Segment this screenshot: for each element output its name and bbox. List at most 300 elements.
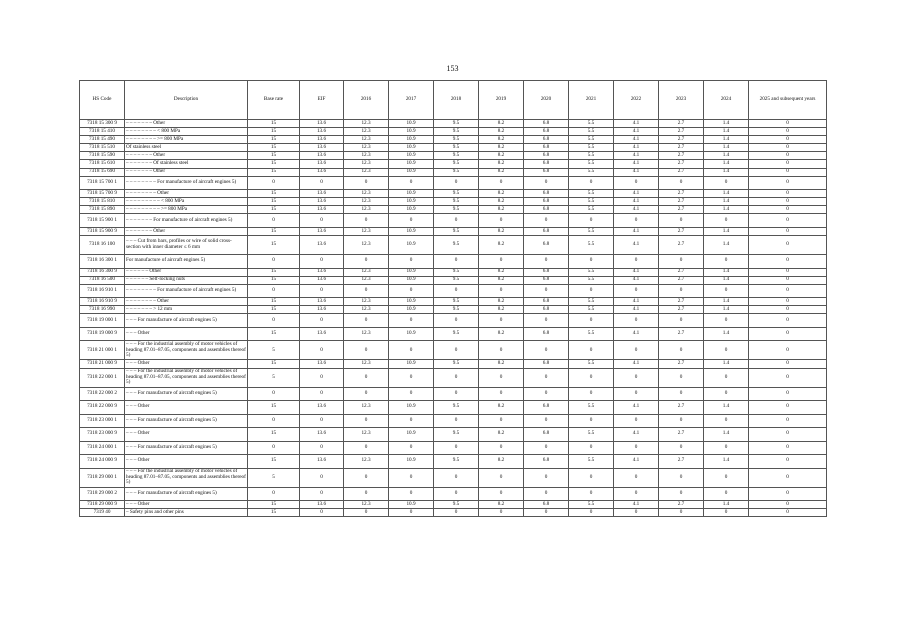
rate-cell: 0	[389, 441, 434, 455]
rate-cell: 5.5	[569, 268, 614, 276]
rate-cell: 0	[434, 487, 479, 501]
rate-cell: 0	[659, 314, 704, 328]
description-cell: – – – – – – – Other	[125, 227, 248, 235]
rate-cell: 9.5	[434, 360, 479, 368]
rate-cell: 0	[749, 198, 827, 206]
rate-cell: 6.8	[524, 401, 569, 415]
hs-code-cell: 7318 15 900 9	[80, 227, 125, 235]
rate-cell: 5.5	[569, 152, 614, 160]
rate-cell: 12.3	[344, 236, 389, 255]
description-cell: – – – For manufacture of aircraft engines 5)	[125, 314, 248, 328]
rate-cell: 5.5	[569, 136, 614, 144]
rate-cell: 0	[614, 368, 659, 387]
rate-cell: 4.1	[614, 236, 659, 255]
rate-cell: 0	[389, 468, 434, 487]
rate-cell: 0	[704, 414, 749, 428]
rate-cell: 9.5	[434, 306, 479, 314]
rate-cell: 9.5	[434, 268, 479, 276]
table-row	[80, 214, 827, 228]
rate-cell: 0	[300, 441, 344, 455]
rate-cell: 0	[479, 255, 524, 269]
rate-cell: 0	[749, 144, 827, 152]
rate-cell: 8.2	[479, 501, 524, 509]
rate-cell: 0	[749, 327, 827, 341]
rate-cell: 1.4	[704, 120, 749, 128]
rate-cell: 9.5	[434, 227, 479, 235]
rate-cell: 0	[614, 284, 659, 298]
rate-cell: 10.9	[389, 360, 434, 368]
rate-cell: 10.9	[389, 298, 434, 306]
rate-cell: 0	[614, 314, 659, 328]
rate-cell: 0	[704, 341, 749, 360]
hs-code-cell: 7318 16 910 1	[80, 284, 125, 298]
hs-code-cell: 7318 22 000 1	[80, 368, 125, 387]
rate-cell: 0	[704, 368, 749, 387]
rate-cell: 0	[524, 214, 569, 228]
rate-cell: 8.2	[479, 360, 524, 368]
column-header: 2018	[434, 81, 479, 120]
rate-cell: 0	[248, 414, 300, 428]
table-row	[80, 198, 827, 206]
rate-cell: 0	[749, 455, 827, 469]
rate-cell: 4.1	[614, 144, 659, 152]
description-cell: – – – – – – – For manufacture of aircraft engines 5)	[125, 214, 248, 228]
description-cell: – – – – – – – Other	[125, 120, 248, 128]
description-cell: – – – For the industrial assembly of motor vehicles of heading 87.01–87.05, components and assemblies thereof 5)	[126, 368, 246, 386]
rate-cell: 5.5	[569, 306, 614, 314]
description-cell: – – – Other	[125, 428, 248, 442]
rate-cell: 1.4	[704, 227, 749, 235]
hs-code-cell: 7318 15 700 1	[80, 176, 125, 190]
rate-cell: 0	[389, 509, 434, 517]
rate-cell: 0	[749, 298, 827, 306]
rate-cell: 0	[749, 120, 827, 128]
rate-cell: 10.9	[389, 327, 434, 341]
rate-cell: 15	[248, 160, 300, 168]
rate-cell: 0	[749, 360, 827, 368]
rate-cell: 2.7	[659, 327, 704, 341]
hs-code-cell: 7318 16 500	[80, 276, 125, 284]
rate-cell: 8.2	[479, 152, 524, 160]
hs-code-cell: 7318 15 900 1	[80, 214, 125, 228]
table-row	[80, 327, 827, 341]
rate-cell: 0	[749, 190, 827, 198]
rate-cell: 13.6	[300, 455, 344, 469]
rate-cell: 8.2	[479, 190, 524, 198]
rate-cell: 12.3	[344, 160, 389, 168]
rate-cell: 4.1	[614, 206, 659, 214]
rate-cell: 0	[344, 468, 389, 487]
rate-cell: 0	[659, 414, 704, 428]
hs-code-cell: 7318 22 000 2	[80, 387, 125, 401]
rate-cell: 0	[749, 136, 827, 144]
table-row	[80, 306, 827, 314]
rate-cell: 0	[434, 214, 479, 228]
rate-cell: 0	[300, 214, 344, 228]
rate-cell: 0	[524, 368, 569, 387]
rate-cell: 15	[248, 455, 300, 469]
description-cell: – – – – – – – – >= 800 MPa	[125, 136, 248, 144]
description-cell: – – – Other	[125, 360, 248, 368]
rate-cell: 0	[434, 387, 479, 401]
rate-cell: 8.2	[479, 144, 524, 152]
rate-cell: 6.8	[524, 236, 569, 255]
rate-cell: 4.1	[614, 327, 659, 341]
rate-cell: 13.6	[300, 236, 344, 255]
rate-cell: 6.8	[524, 306, 569, 314]
rate-cell: 0	[344, 509, 389, 517]
rate-cell: 5.5	[569, 455, 614, 469]
rate-cell: 2.7	[659, 401, 704, 415]
rate-cell: 0	[704, 441, 749, 455]
hs-code-cell: 7318 15 510	[80, 144, 125, 152]
rate-cell: 0	[569, 314, 614, 328]
rate-cell: 9.5	[434, 198, 479, 206]
rate-cell: 0	[344, 176, 389, 190]
rate-cell: 0	[389, 314, 434, 328]
rate-cell: 2.7	[659, 120, 704, 128]
rate-cell: 0	[659, 341, 704, 360]
rate-cell: 0	[479, 468, 524, 487]
rate-cell: 5.5	[569, 198, 614, 206]
rate-cell: 0	[749, 314, 827, 328]
rate-cell: 12.3	[344, 298, 389, 306]
table-row	[80, 160, 827, 168]
hs-code-cell: 7318 24 000 1	[80, 441, 125, 455]
rate-cell: 5	[248, 468, 300, 487]
rate-cell: 0	[749, 441, 827, 455]
rate-cell: 10.9	[389, 152, 434, 160]
rate-cell: 0	[569, 368, 614, 387]
rate-cell: 4.1	[614, 136, 659, 144]
rate-cell: 0	[749, 387, 827, 401]
description-cell: Of stainless steel	[125, 144, 248, 152]
description-cell: – – – – – – – – For manufacture of aircraft engines 5)	[125, 176, 248, 190]
rate-cell: 15	[248, 401, 300, 415]
rate-cell: 2.7	[659, 501, 704, 509]
rate-cell: 10.9	[389, 276, 434, 284]
rate-cell: 4.1	[614, 168, 659, 176]
rate-cell: 9.5	[434, 298, 479, 306]
rate-cell: 10.9	[389, 236, 434, 255]
description-cell: – – – Other	[125, 455, 248, 469]
hs-code-cell: 7318 15 810	[80, 198, 125, 206]
rate-cell: 0	[524, 441, 569, 455]
description-cell: – – – – – – Other	[125, 268, 248, 276]
rate-cell: 15	[248, 198, 300, 206]
table-row	[80, 136, 827, 144]
rate-cell: 10.9	[389, 428, 434, 442]
rate-cell: 12.3	[344, 268, 389, 276]
rate-cell: 0	[479, 387, 524, 401]
rate-cell: 2.7	[659, 236, 704, 255]
rate-cell: 9.5	[434, 428, 479, 442]
column-header: 2025 and subsequent years	[749, 81, 827, 120]
rate-cell: 1.4	[704, 276, 749, 284]
description-cell: – – – – – – – > 12 mm	[125, 306, 248, 314]
rate-cell: 0	[389, 214, 434, 228]
table-body	[80, 120, 827, 517]
rate-cell: 0	[704, 387, 749, 401]
rate-cell: 10.9	[389, 144, 434, 152]
column-header: 2023	[659, 81, 704, 120]
description-cell: – – – For manufacture of aircraft engines 5)	[125, 414, 248, 428]
rate-cell: 0	[248, 314, 300, 328]
rate-cell: 13.6	[300, 227, 344, 235]
description-cell: – – – – – – Self-locking nuts	[125, 276, 248, 284]
rate-cell: 6.8	[524, 360, 569, 368]
table-row	[80, 455, 827, 469]
rate-cell: 6.8	[524, 168, 569, 176]
rate-cell: 12.3	[344, 190, 389, 198]
description-cell: – Safety pins and other pins	[125, 509, 248, 517]
table-row	[80, 276, 827, 284]
rate-cell: 0	[434, 284, 479, 298]
description-cell: – – – Other	[125, 327, 248, 341]
rate-cell: 5.5	[569, 227, 614, 235]
rate-cell: 13.6	[300, 198, 344, 206]
rate-cell: 15	[248, 428, 300, 442]
description-cell: – – – – – – – Other	[125, 152, 248, 160]
rate-cell: 0	[344, 441, 389, 455]
rate-cell: 0	[344, 341, 389, 360]
column-header: 2020	[524, 81, 569, 120]
rate-cell: 0	[524, 314, 569, 328]
rate-cell: 0	[479, 368, 524, 387]
rate-cell: 8.2	[479, 136, 524, 144]
rate-cell: 9.5	[434, 168, 479, 176]
rate-cell: 6.8	[524, 198, 569, 206]
rate-cell: 0	[704, 509, 749, 517]
table-row	[80, 144, 827, 152]
rate-cell: 6.8	[524, 268, 569, 276]
rate-cell: 8.2	[479, 455, 524, 469]
rate-cell: 12.3	[344, 276, 389, 284]
rate-cell: 1.4	[704, 298, 749, 306]
hs-code-cell: 7318 15 590	[80, 152, 125, 160]
rate-cell: 0	[569, 214, 614, 228]
hs-code-cell: 7318 29 000 1	[80, 468, 125, 487]
rate-cell: 15	[248, 136, 300, 144]
rate-cell: 1.4	[704, 144, 749, 152]
table-row	[80, 227, 827, 235]
rate-cell: 0	[704, 214, 749, 228]
page-number: 153	[446, 64, 459, 73]
description-cell: – – – – – – – – Other	[125, 190, 248, 198]
rate-cell: 0	[704, 284, 749, 298]
table-row	[80, 509, 827, 517]
description-cell: – – – – – – – – < 800 MPa	[125, 128, 248, 136]
rate-cell: 0	[749, 368, 827, 387]
rate-cell: 0	[704, 314, 749, 328]
rate-cell: 0	[614, 487, 659, 501]
rate-cell: 8.2	[479, 298, 524, 306]
rate-cell: 0	[389, 284, 434, 298]
description-cell: – – – – – – – – For manufacture of aircraft engines 5)	[125, 284, 248, 298]
rate-cell: 0	[344, 487, 389, 501]
rate-cell: 5.5	[569, 206, 614, 214]
rate-cell: 12.3	[344, 428, 389, 442]
rate-cell: 0	[434, 509, 479, 517]
hs-code-cell: 7318 15 410	[80, 128, 125, 136]
rate-cell: 5.5	[569, 327, 614, 341]
rate-cell: 0	[479, 214, 524, 228]
rate-cell: 13.6	[300, 206, 344, 214]
description-cell: – – – Other	[125, 501, 248, 509]
rate-cell: 10.9	[389, 501, 434, 509]
rate-cell: 0	[479, 487, 524, 501]
rate-cell: 15	[248, 509, 300, 517]
table-row	[80, 501, 827, 509]
rate-cell: 0	[569, 387, 614, 401]
rate-cell: 0	[749, 487, 827, 501]
rate-cell: 15	[248, 227, 300, 235]
rate-cell: 0	[704, 255, 749, 269]
rate-cell: 8.2	[479, 268, 524, 276]
rate-cell: 0	[569, 255, 614, 269]
table-row	[80, 314, 827, 328]
table-row	[80, 441, 827, 455]
rate-cell: 6.8	[524, 190, 569, 198]
rate-cell: 6.8	[524, 160, 569, 168]
rate-cell: 5.5	[569, 168, 614, 176]
rate-cell: 4.1	[614, 128, 659, 136]
table-row	[80, 268, 827, 276]
table-row	[80, 298, 827, 306]
rate-cell: 0	[389, 387, 434, 401]
hs-code-cell: 7318 16 910 9	[80, 298, 125, 306]
rate-cell: 0	[344, 314, 389, 328]
rate-cell: 4.1	[614, 160, 659, 168]
rate-cell: 10.9	[389, 168, 434, 176]
rate-cell: 5.5	[569, 128, 614, 136]
table-row	[80, 368, 827, 387]
table-row	[80, 341, 827, 360]
description-cell: – – – – – – – – – >= 800 MPa	[125, 206, 248, 214]
rate-cell: 10.9	[389, 120, 434, 128]
rate-cell: 10.9	[389, 190, 434, 198]
rate-cell: 15	[248, 306, 300, 314]
rate-cell: 6.8	[524, 276, 569, 284]
hs-code-cell: 7318 15 610	[80, 160, 125, 168]
rate-cell: 0	[300, 341, 344, 360]
rate-cell: 13.6	[300, 501, 344, 509]
rate-cell: 0	[524, 509, 569, 517]
rate-cell: 1.4	[704, 236, 749, 255]
rate-cell: 1.4	[704, 160, 749, 168]
rate-cell: 1.4	[704, 128, 749, 136]
rate-cell: 5.5	[569, 236, 614, 255]
rate-cell: 4.1	[614, 401, 659, 415]
rate-cell: 0	[524, 176, 569, 190]
rate-cell: 13.6	[300, 152, 344, 160]
hs-code-cell: 7318 16 100	[80, 236, 125, 255]
table-row	[80, 152, 827, 160]
rate-cell: 10.9	[389, 455, 434, 469]
rate-cell: 9.5	[434, 120, 479, 128]
rate-cell: 0	[749, 227, 827, 235]
rate-cell: 0	[704, 487, 749, 501]
rate-cell: 0	[749, 428, 827, 442]
rate-cell: 0	[479, 341, 524, 360]
table-row	[80, 468, 827, 487]
rate-cell: 2.7	[659, 152, 704, 160]
rate-cell: 5.5	[569, 190, 614, 198]
rate-cell: 0	[659, 441, 704, 455]
rate-cell: 15	[248, 268, 300, 276]
rate-cell: 0	[659, 487, 704, 501]
rate-cell: 6.8	[524, 128, 569, 136]
rate-cell: 0	[524, 255, 569, 269]
table-row	[80, 236, 827, 255]
table-header	[80, 81, 827, 120]
rate-cell: 0	[344, 387, 389, 401]
rate-cell: 0	[300, 487, 344, 501]
table-row	[80, 255, 827, 269]
table-row	[80, 120, 827, 128]
rate-cell: 0	[659, 468, 704, 487]
rate-cell: 0	[434, 314, 479, 328]
column-header: 2019	[479, 81, 524, 120]
table-row	[80, 284, 827, 298]
rate-cell: 12.3	[344, 144, 389, 152]
rate-cell: 0	[704, 468, 749, 487]
column-header: 2024	[704, 81, 749, 120]
rate-cell: 4.1	[614, 455, 659, 469]
rate-cell: 10.9	[389, 268, 434, 276]
rate-cell: 10.9	[389, 206, 434, 214]
rate-cell: 8.2	[479, 276, 524, 284]
rate-cell: 4.1	[614, 152, 659, 160]
rate-cell: 8.2	[479, 128, 524, 136]
rate-cell: 10.9	[389, 401, 434, 415]
rate-cell: 0	[749, 306, 827, 314]
rate-cell: 0	[248, 387, 300, 401]
rate-cell: 13.6	[300, 268, 344, 276]
rate-cell: 6.8	[524, 327, 569, 341]
rate-cell: 0	[749, 168, 827, 176]
rate-cell: 0	[614, 341, 659, 360]
rate-cell: 0	[479, 284, 524, 298]
rate-cell: 0	[300, 387, 344, 401]
hs-code-cell: 7318 24 000 9	[80, 455, 125, 469]
rate-cell: 0	[479, 176, 524, 190]
rate-cell: 2.7	[659, 276, 704, 284]
description-cell: – – – For the industrial assembly of motor vehicles of heading 87.01–87.05, components and assemblies thereof 5)	[126, 341, 246, 359]
rate-cell: 12.3	[344, 401, 389, 415]
rate-cell: 1.4	[704, 136, 749, 144]
rate-cell: 5.5	[569, 360, 614, 368]
rate-cell: 8.2	[479, 306, 524, 314]
rate-cell: 0	[614, 468, 659, 487]
rate-cell: 15	[248, 152, 300, 160]
rate-cell: 5.5	[569, 428, 614, 442]
rate-cell: 0	[659, 255, 704, 269]
rate-cell: 0	[479, 414, 524, 428]
rate-cell: 0	[524, 284, 569, 298]
table-row	[80, 428, 827, 442]
rate-cell: 8.2	[479, 198, 524, 206]
rate-cell: 6.8	[524, 144, 569, 152]
rate-cell: 0	[614, 255, 659, 269]
rate-cell: 2.7	[659, 298, 704, 306]
rate-cell: 15	[248, 190, 300, 198]
rate-cell: 1.4	[704, 401, 749, 415]
rate-cell: 2.7	[659, 206, 704, 214]
rate-cell: 13.6	[300, 306, 344, 314]
table-row	[80, 387, 827, 401]
rate-cell: 13.6	[300, 144, 344, 152]
